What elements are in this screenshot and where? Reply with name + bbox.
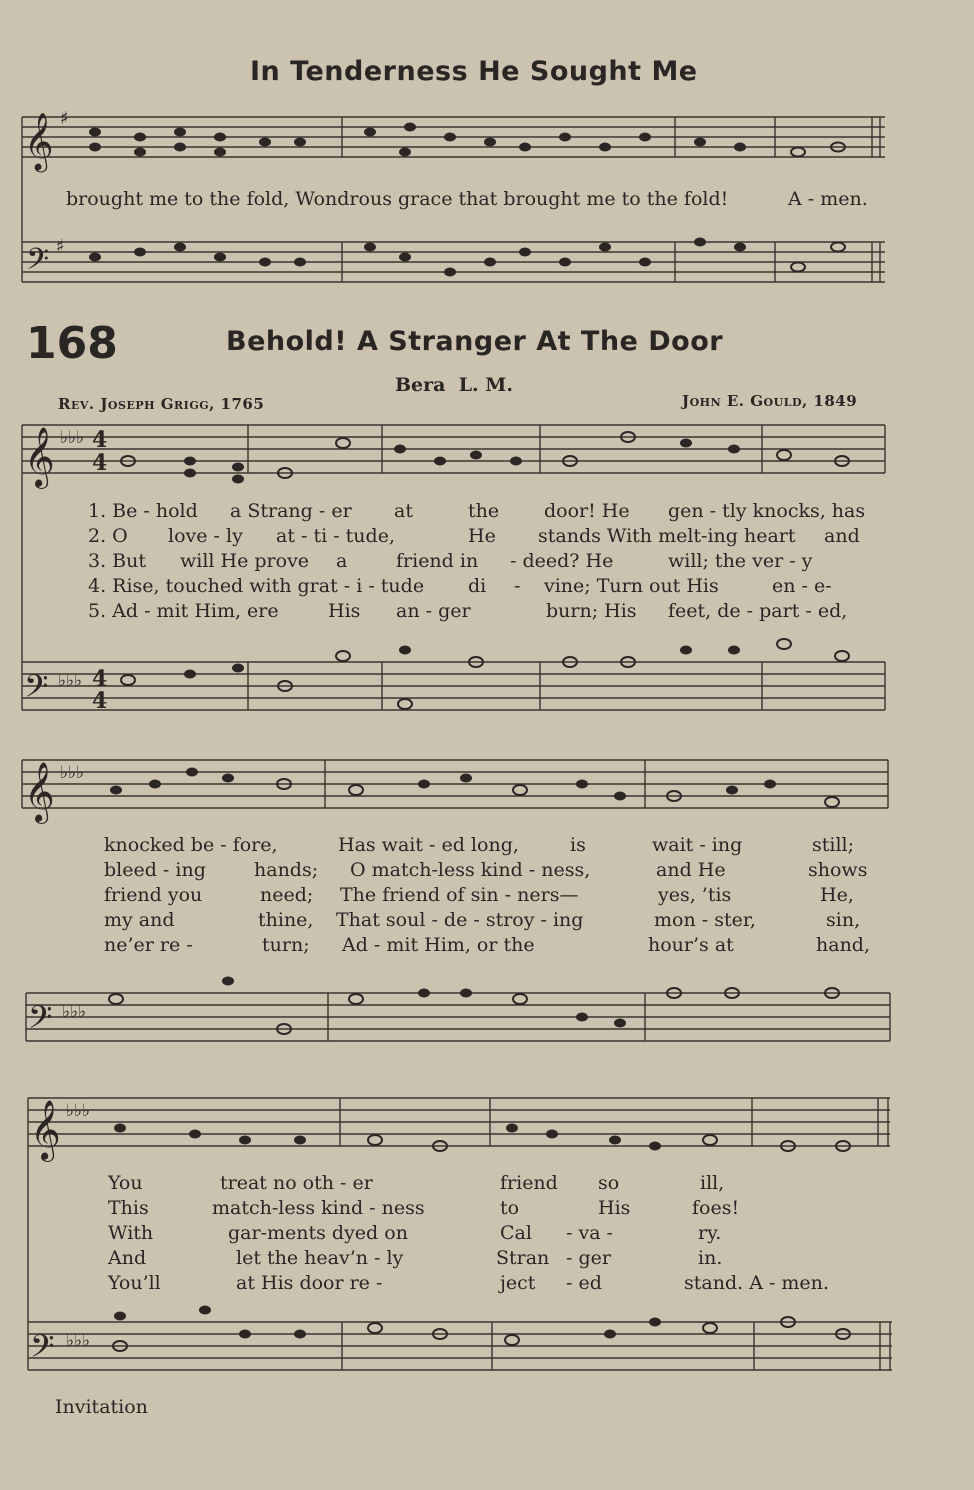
svg-text:𝄢: 𝄢 [30, 1328, 55, 1372]
prev-hymn-title: In Tenderness He Sought Me [250, 56, 698, 87]
treble-clef-icon: 𝄞 [24, 112, 54, 170]
topic-label: Invitation [55, 1396, 148, 1418]
svg-text:♭♭♭: ♭♭♭ [58, 671, 83, 691]
svg-text:♭♭♭: ♭♭♭ [66, 1101, 91, 1121]
verse-4-line-3: And let the heav’n - ly Stran - ger in. [108, 1247, 723, 1269]
svg-text:♭♭♭: ♭♭♭ [66, 1331, 91, 1351]
svg-text:♭♭♭: ♭♭♭ [60, 763, 85, 783]
svg-text:𝄢: 𝄢 [28, 999, 53, 1043]
hymn-number: 168 [26, 318, 118, 369]
verse-2-line-3: This match-less kind - ness to His foes! [108, 1197, 740, 1219]
verse-1-line-2: knocked be - fore, Has wait - ed long, is wait - ing still; [104, 834, 855, 856]
verse-5-line-3: You’ll at His door re - ject - ed stand. A - men. [108, 1272, 829, 1294]
prev-hymn-lyric: brought me to the fold, Wondrous grace that brought me to the fold! [66, 188, 729, 210]
svg-text:4: 4 [92, 450, 108, 476]
hymn-title: Behold! A Stranger At The Door [226, 326, 724, 357]
verse-3-line-1: 3. But will He prove a friend in - deed? He will; the ver - y [88, 550, 813, 572]
verse-4-line-1: 4. Rise, touched with grat - i - tude di - vine; Turn out His en - e- [88, 575, 832, 597]
svg-text:♯: ♯ [60, 108, 69, 129]
verse-2-line-1: 2. O love - ly at - ti - tude, He stands With melt-ing heart and [88, 525, 860, 547]
bass-clef-icon: 𝄢 [26, 243, 50, 284]
verse-5-line-1: 5. Ad - mit Him, ere His an - ger burn; His feet, de - part - ed, [88, 600, 848, 622]
prev-hymn-amen: A - men. [788, 188, 868, 210]
verse-2-line-2: bleed - ing hands; O match-less kind - ness, and He shows [104, 859, 868, 881]
svg-text:𝄢: 𝄢 [24, 668, 49, 712]
verse-3-line-3: With gar-ments dyed on Cal - va - ry. [108, 1222, 722, 1244]
svg-text:♭♭♭: ♭♭♭ [60, 428, 85, 448]
svg-text:4: 4 [92, 666, 108, 692]
svg-text:𝄞: 𝄞 [24, 762, 55, 822]
verse-1-line-3: You treat no oth - er friend so ill, [108, 1172, 725, 1194]
verse-3-line-2: friend you need; The friend of sin - ners— yes, ’tis He, [104, 884, 854, 906]
svg-text:𝄞: 𝄞 [30, 1100, 61, 1160]
svg-text:♯: ♯ [56, 236, 65, 257]
verse-4-line-2: my and thine, That soul - de - stroy - ing mon - ster, sin, [104, 909, 861, 931]
verse-5-line-2: ne’er re - turn; Ad - mit Him, or the hour’s at hand, [104, 934, 871, 956]
words-credit: Rev. Joseph Grigg, 1765 [58, 395, 265, 413]
svg-text:♭♭♭: ♭♭♭ [62, 1002, 87, 1022]
tune-meter: Bera L. M. [395, 374, 513, 396]
verse-1-line-1: 1. Be - hold a Strang - er at the door! He gen - tly knocks, has [88, 500, 866, 522]
svg-text:4: 4 [92, 688, 108, 714]
time-signature: 4 [92, 427, 108, 453]
music-credit: John E. Gould, 1849 [682, 392, 858, 410]
svg-text:𝄞: 𝄞 [24, 427, 55, 487]
